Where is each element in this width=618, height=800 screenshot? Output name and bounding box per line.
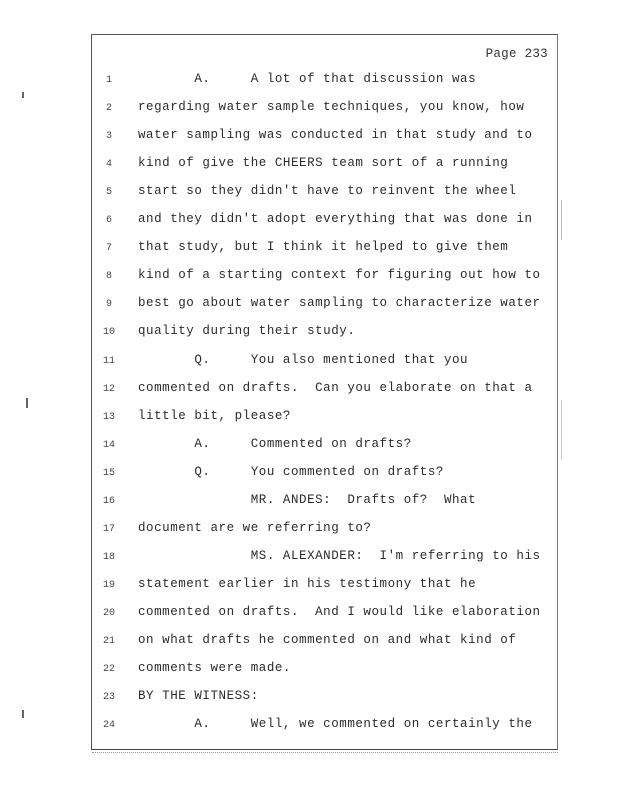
transcript-line [92,689,559,709]
line-number: 24 [102,720,115,732]
transcript-line [92,296,559,316]
transcript-line [92,128,559,148]
line-text: commented on drafts. And I would like elaboration [138,604,541,619]
line-text: and they didn't adopt everything that was done in [138,212,533,227]
line-number: 14 [102,439,115,451]
line-text: that study, but I think it helped to give them [138,240,509,255]
line-text: quality during their study. [138,324,356,339]
line-number: 17 [102,523,115,535]
transcript-line [92,633,559,653]
transcript-line [92,577,559,597]
line-text: water sampling was conducted in that study and to [138,128,533,143]
transcript-line [92,437,559,457]
line-text: MR. ANDES: Drafts of? What [138,492,477,507]
line-number: 12 [102,383,115,395]
line-number: 4 [105,159,112,171]
transcript-line [92,184,559,204]
scan-speck [561,200,562,240]
line-text: comments were made. [138,661,291,676]
transcript-line [92,409,559,429]
line-text: Q. You also mentioned that you [138,352,469,367]
line-text: start so they didn't have to reinvent the wheel [138,184,517,199]
scan-speck [22,92,24,98]
line-number: 13 [102,411,115,423]
line-number: 9 [105,299,112,311]
transcript-line [92,156,559,176]
line-text: regarding water sample techniques, you know, how [138,100,525,115]
scan-speck [22,710,24,718]
transcript-line [92,100,559,120]
transcript-line [92,493,559,513]
transcript-line [92,324,559,344]
line-text: document are we referring to? [138,520,372,535]
line-number: 1 [105,75,112,86]
line-text: kind of give the CHEERS team sort of a running [138,156,509,171]
line-number: 5 [105,187,112,199]
transcript-line [92,549,559,569]
line-number: 20 [102,607,115,619]
line-number: 7 [105,243,112,255]
line-text: best go about water sampling to characterize water [138,296,541,311]
line-text: commented on drafts. Can you elaborate on that a [138,380,533,395]
transcript-line [92,605,559,625]
line-text: MS. ALEXANDER: I'm referring to his [138,548,541,563]
transcript-line [92,661,559,681]
line-number: 16 [102,495,115,507]
line-number: 8 [105,271,112,283]
transcript-line [92,353,559,373]
transcript-page [91,34,558,750]
line-number: 21 [102,636,115,647]
transcript-line [92,381,559,401]
scan-speck [26,398,28,408]
line-number: 19 [102,579,115,591]
line-number: 18 [102,551,115,563]
line-number: 3 [105,131,112,143]
line-number: 10 [102,327,115,339]
transcript-line [92,268,559,288]
line-text: kind of a starting context for figuring out how to [138,268,541,283]
page-number: Page 233 [485,47,548,61]
transcript-line [92,465,559,485]
transcript-line [92,72,559,92]
scan-speck [561,400,562,460]
transcript-line [92,717,559,737]
line-text: statement earlier in his testimony that he [138,576,477,591]
line-number: 2 [105,103,112,115]
line-text: little bit, please? [138,408,291,423]
line-number: 15 [102,467,115,479]
line-text: Q. You commented on drafts? [138,464,444,479]
line-text: A. Well, we commented on certainly the [138,717,533,732]
line-number: 22 [102,664,115,676]
line-number: 23 [102,692,115,704]
line-text: on what drafts he commented on and what kind of [138,633,517,647]
transcript-line [92,212,559,232]
line-text: BY THE WITNESS: [138,689,259,704]
line-number: 11 [102,355,115,367]
transcript-line [92,521,559,541]
line-text: A. Commented on drafts? [138,436,412,451]
line-number: 6 [105,215,112,227]
line-text: A. A lot of that discussion was [138,72,477,86]
bottom-border-strip [92,752,558,755]
transcript-line [92,240,559,260]
